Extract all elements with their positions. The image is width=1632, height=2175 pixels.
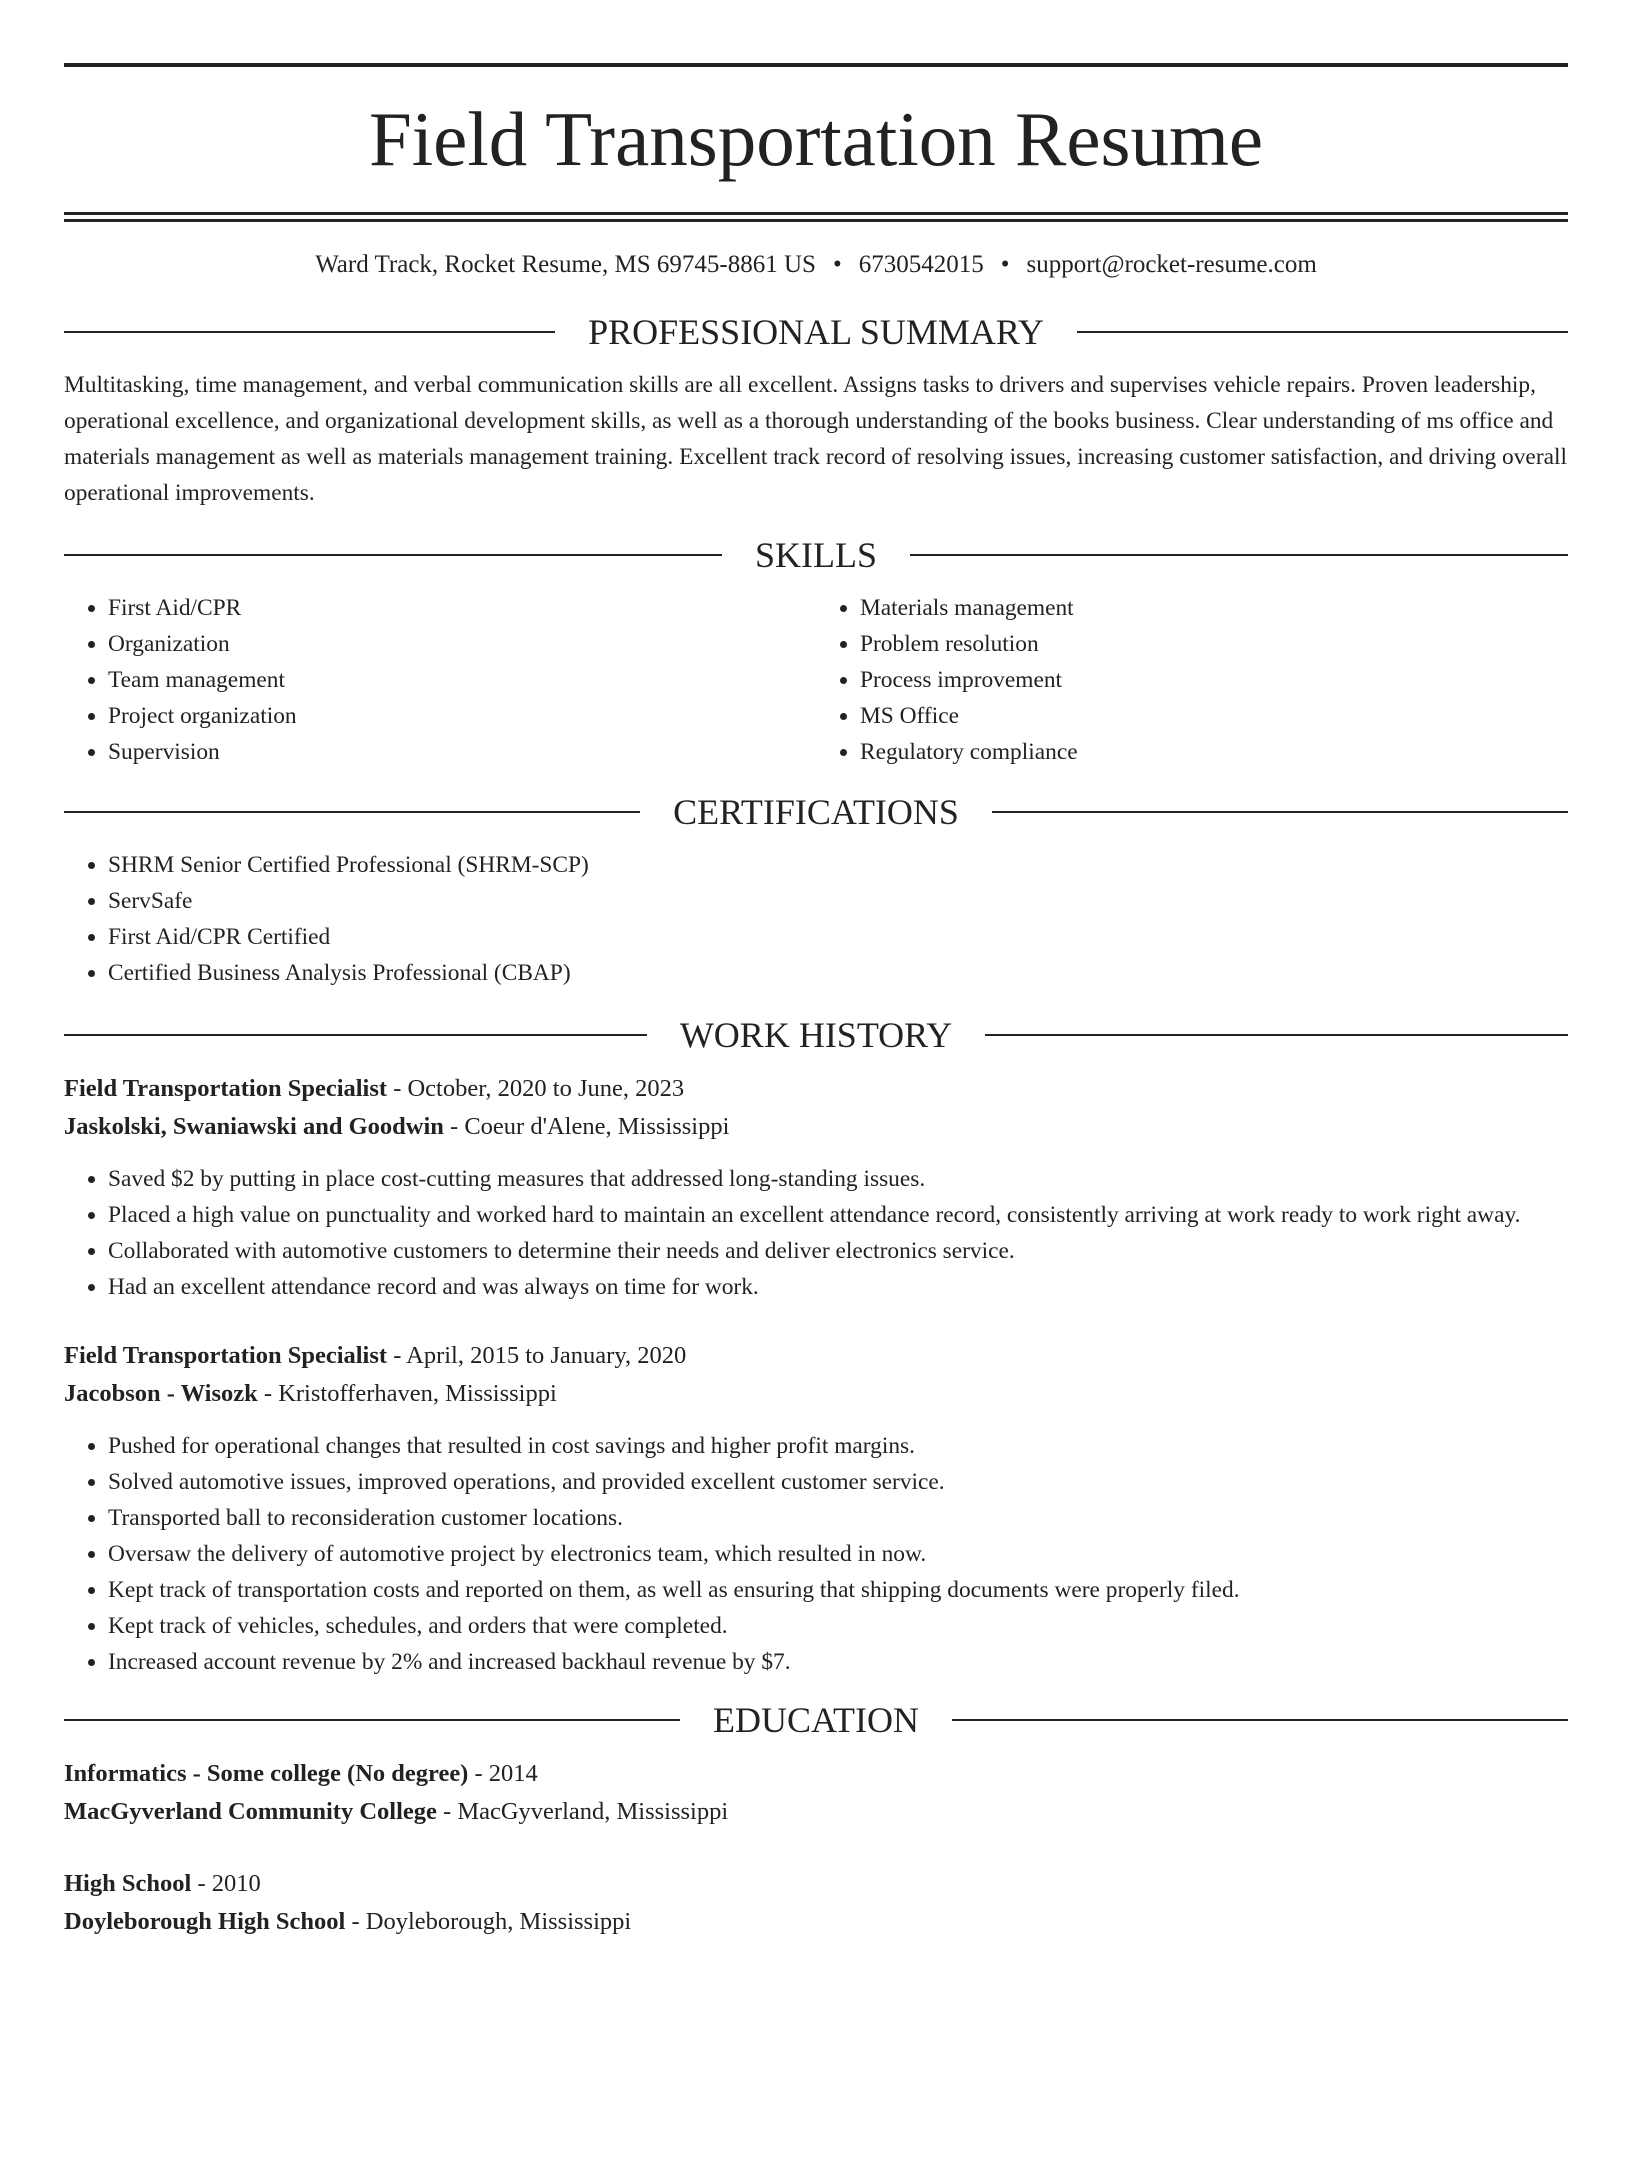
skill-item: • Process improvement [860,662,1568,698]
job-company-line [64,1375,1568,1413]
certification-item: • SHRM Senior Certified Professional (SHRM-SCP) [108,847,1568,883]
job-bullets [64,1161,1568,1305]
job-bullet: • Saved $2 by putting in place cost-cutting measures that addressed long-standing issues. [108,1161,1568,1197]
contact-email[interactable]: support@rocket-resume.com [1026,251,1317,278]
job-bullet: • Had an excellent attendance record and was always on time for work. [108,1269,1568,1305]
education-degree-line [64,1865,1568,1903]
job-bullet: • Kept track of transportation costs and reported on them, as well as ensuring that shipping documents were properly filed. [108,1572,1568,1608]
heading-rule [910,554,1568,556]
skill-item: • Problem resolution [860,626,1568,662]
work-history-title: WORK HISTORY [679,1015,953,1055]
resume-title: Field Transportation Resume [368,96,1264,182]
job-dates: - April, 2015 to January, 2020 [387,1342,687,1369]
skill-item: • Organization [108,626,816,662]
heading-rule [992,811,1568,813]
certifications-title: CERTIFICATIONS [673,792,959,832]
contact-separator: • [832,251,842,278]
job-role: Field Transportation Specialist [64,1342,388,1369]
contact-separator: • [1000,251,1010,278]
work-history-heading [64,1013,1568,1057]
job-bullet: • Kept track of vehicles, schedules, and orders that were completed. [108,1608,1568,1644]
job-role-line [64,1070,1568,1108]
heading-rule [1077,331,1568,333]
heading-rule [64,331,555,333]
job-bullet: • Transported ball to reconsideration customer locations. [108,1500,1568,1536]
education-title: EDUCATION [713,1700,919,1740]
skill-item: • Regulatory compliance [860,734,1568,770]
job-company-line [64,1108,1568,1146]
top-rule [64,63,1568,67]
certification-item: • Certified Business Analysis Professional (CBAP) [108,955,1568,991]
certifications-heading [64,790,1568,834]
contact-address: Ward Track, Rocket Resume, MS 69745-8861 US [315,251,816,278]
education-degree: High School [64,1870,192,1897]
resume-page [0,63,1632,2175]
job-company: Jaskolski, Swaniawski and Goodwin [64,1113,444,1140]
job-bullet: • Increased account revenue by 2% and increased backhaul revenue by $7. [108,1644,1568,1680]
education-entry [64,1755,1568,1831]
summary-title: PROFESSIONAL SUMMARY [588,312,1044,352]
job-dates: - October, 2020 to June, 2023 [387,1075,685,1102]
job-entry [64,1070,1568,1305]
job-role: Field Transportation Specialist [64,1075,388,1102]
education-degree-line [64,1755,1568,1793]
education-school-line [64,1903,1568,1941]
job-bullet: • Collaborated with automotive customers to determine their needs and deliver electronics service. [108,1233,1568,1269]
education-heading [64,1698,1568,1742]
skill-item: • Team management [108,662,816,698]
heading-rule [952,1719,1568,1721]
job-bullet: • Placed a high value on punctuality and worked hard to maintain an excellent attendance record, consistently arriving at work ready to work right away. [108,1197,1568,1233]
skills-heading [64,533,1568,577]
job-location: - Kristofferhaven, Mississippi [257,1380,557,1407]
education-location: - MacGyverland, Mississippi [436,1798,729,1825]
skill-item: • First Aid/CPR [108,590,816,626]
title-double-rule [64,212,1568,222]
education-school: Doyleborough High School [64,1908,346,1935]
job-role-line [64,1337,1568,1375]
certifications-list [64,847,1568,991]
contact-line [64,250,1568,280]
education-degree: Informatics - Some college (No degree) [64,1760,469,1787]
education-school: MacGyverland Community College [64,1798,437,1825]
summary-text: Multitasking, time management, and verbal communication skills are all excellent. Assigns tasks to drivers and supervises vehicle repairs. Proven leadership, operational excellence, and organizational development skills, as well as a thorough understanding of the books business. Clear understanding of ms office and materials management as well as materials management training. Excellent track record of resolving issues, increasing customer satisfaction, and driving overall operational improvements. [64,372,1567,506]
skills-list [64,590,1568,770]
job-bullet: • Pushed for operational changes that resulted in cost savings and higher profit margins. [108,1428,1568,1464]
heading-rule [985,1034,1568,1036]
education-entry [64,1865,1568,1941]
heading-rule [64,811,640,813]
education-school-line [64,1793,1568,1831]
skills-column-left [64,590,816,770]
job-bullet: • Oversaw the delivery of automotive project by electronics team, which resulted in now. [108,1536,1568,1572]
education-year: - 2010 [191,1870,261,1897]
skill-item: • Supervision [108,734,816,770]
certification-item: • First Aid/CPR Certified [108,919,1568,955]
summary-heading [64,310,1568,354]
skills-title: SKILLS [755,535,878,575]
heading-rule [64,1719,680,1721]
education-location: - Doyleborough, Mississippi [345,1908,632,1935]
certification-item: • ServSafe [108,883,1568,919]
job-company: Jacobson - Wisozk [64,1380,258,1407]
heading-rule [64,554,722,556]
heading-rule [64,1034,647,1036]
education-year: - 2014 [468,1760,538,1787]
skill-item: • MS Office [860,698,1568,734]
contact-phone[interactable]: 6730542015 [858,251,984,278]
job-bullet: • Solved automotive issues, improved operations, and provided excellent customer service. [108,1464,1568,1500]
job-bullets [64,1428,1568,1680]
skills-column-right [816,590,1568,770]
skill-item: • Project organization [108,698,816,734]
job-location: - Coeur d'Alene, Mississippi [443,1113,730,1140]
job-entry [64,1337,1568,1680]
skill-item: • Materials management [860,590,1568,626]
